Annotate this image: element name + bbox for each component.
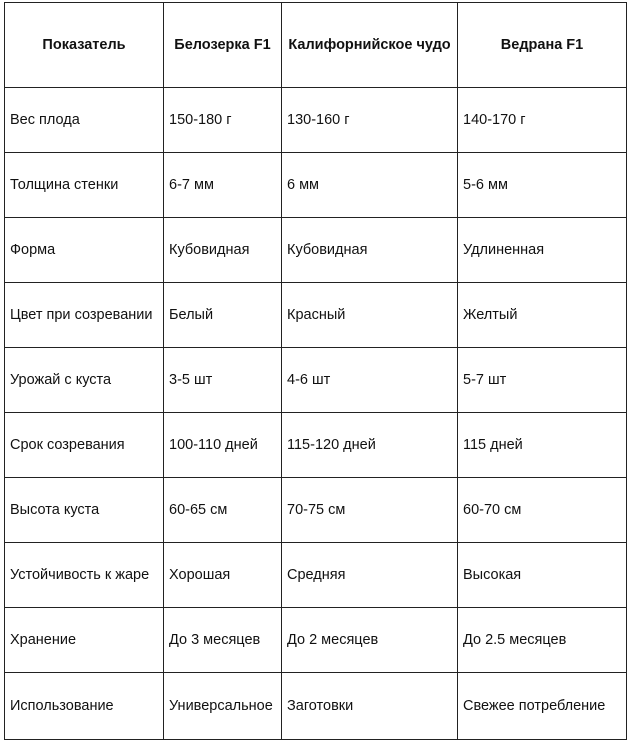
table-cell: 6-7 мм: [164, 153, 282, 218]
header-cell: Калифорнийское чудо: [282, 3, 458, 88]
table-row: [5, 673, 627, 740]
table-cell: 6 мм: [282, 153, 458, 218]
table-cell: Срок созревания: [5, 413, 164, 478]
table-cell: Высота куста: [5, 478, 164, 543]
table-row: [5, 543, 627, 608]
table-row: [5, 348, 627, 413]
table-cell: Кубовидная: [164, 218, 282, 283]
table-cell: 100-110 дней: [164, 413, 282, 478]
table-cell: 115-120 дней: [282, 413, 458, 478]
table-cell: 60-65 см: [164, 478, 282, 543]
table-row: [5, 88, 627, 153]
header-cell: Белозерка F1: [164, 3, 282, 88]
table-cell: Универсальное: [164, 673, 282, 740]
table-cell: До 2 месяцев: [282, 608, 458, 673]
table-cell: 130-160 г: [282, 88, 458, 153]
table-row: [5, 283, 627, 348]
table-cell: Белый: [164, 283, 282, 348]
table-cell: Использование: [5, 673, 164, 740]
table-header-row: [5, 3, 627, 88]
table-cell: 70-75 см: [282, 478, 458, 543]
table-cell: 140-170 г: [458, 88, 627, 153]
table-cell: Желтый: [458, 283, 627, 348]
table-cell: 60-70 см: [458, 478, 627, 543]
table-cell: Урожай с куста: [5, 348, 164, 413]
table-cell: 3-5 шт: [164, 348, 282, 413]
header-cell: Показатель: [5, 3, 164, 88]
table-row: [5, 218, 627, 283]
table-cell: 115 дней: [458, 413, 627, 478]
table-cell: 5-6 мм: [458, 153, 627, 218]
table-cell: Устойчивость к жаре: [5, 543, 164, 608]
table-cell: Свежее потребление: [458, 673, 627, 740]
table-cell: Хорошая: [164, 543, 282, 608]
table-cell: Кубовидная: [282, 218, 458, 283]
table-cell: Высокая: [458, 543, 627, 608]
table-cell: Заготовки: [282, 673, 458, 740]
table-cell: 150-180 г: [164, 88, 282, 153]
table-cell: Цвет при созревании: [5, 283, 164, 348]
table-cell: Толщина стенки: [5, 153, 164, 218]
table-cell: Вес плода: [5, 88, 164, 153]
comparison-table: [4, 2, 627, 740]
table-row: [5, 478, 627, 543]
table-cell: Удлиненная: [458, 218, 627, 283]
table-cell: Форма: [5, 218, 164, 283]
header-cell: Ведрана F1: [458, 3, 627, 88]
table-cell: 5-7 шт: [458, 348, 627, 413]
table-cell: Средняя: [282, 543, 458, 608]
table-cell: До 2.5 месяцев: [458, 608, 627, 673]
table-row: [5, 413, 627, 478]
table-cell: 4-6 шт: [282, 348, 458, 413]
table-cell: Хранение: [5, 608, 164, 673]
table-row: [5, 608, 627, 673]
table-cell: До 3 месяцев: [164, 608, 282, 673]
table-cell: Красный: [282, 283, 458, 348]
table-row: [5, 153, 627, 218]
